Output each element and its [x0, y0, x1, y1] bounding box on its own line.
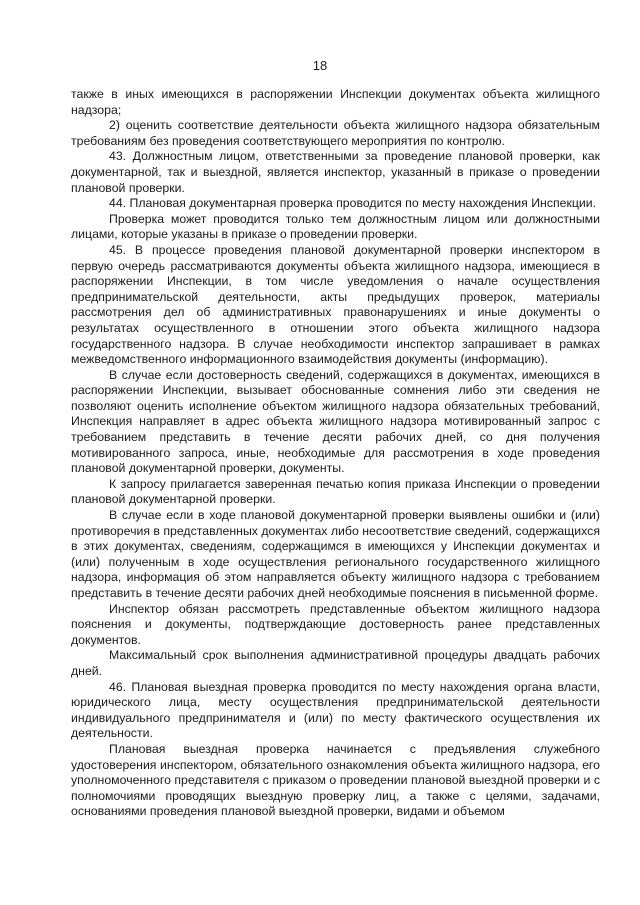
- paragraph: 2) оценить соответствие деятельности объекта жилищного надзора обязательным требованиям без проведения соответствующего мероприятия по контролю.: [71, 118, 600, 148]
- paragraph: Проверка может проводится только тем должностным лицом или должностными лицами, которые указаны в приказе о проведении проверки.: [71, 211, 600, 242]
- paragraph: Максимальный срок выполнения административной процедуры двадцать рабочих дней.: [71, 648, 600, 678]
- document-body: [71, 87, 600, 820]
- paragraph: Плановая выездная проверка начинается с предъявления служебного удостоверения инспектором, обязательного ознакомления объекта жилищного надзора, его уполномоченного представителя с приказом о проведении плановой выездной проверки и с полномочиями проводящих выездную проверку лиц, а также с целями, задачами, основаниями проведения плановой выездной проверки, видами и объемом: [71, 741, 600, 819]
- page-number: 18: [312, 58, 328, 73]
- paragraph: 44. Плановая документарная проверка проводится по месту нахождения Инспекции.: [109, 196, 597, 211]
- paragraph: В случае если в ходе плановой документарной проверки выявлены ошибки и (или) противоречия в представленных документах либо несоответствие сведений, содержащихся в этих документах, сведениям, содержащимся в имеющихся у Инспекции документах и (или) полученным в ходе осуществления регионального государственного жилищного надзора, информация об этом направляется объекту жилищного надзора с требованием представить в течение десяти рабочих дней необходимые пояснения в письменной форме.: [71, 508, 600, 600]
- paragraph: К запросу прилагается заверенная печатью копия приказа Инспекции о проведении плановой документарной проверки.: [71, 476, 600, 507]
- paragraph: 43. Должностным лицом, ответственными за проведение плановой проверки, как документарной, так и выездной, является инспектор, указанный в приказе о проведении плановой проверки.: [71, 149, 600, 195]
- paragraph: также в иных имеющихся в распоряжении Инспекции документах объекта жилищного надзора;: [71, 87, 600, 117]
- paragraph: 46. Плановая выездная проверка проводится по месту нахождения органа власти, юридического лица, месту осуществления предпринимательской деятельности индивидуального предпринимателя и (или) по месту фактического осуществления их деятельности.: [71, 679, 600, 741]
- paragraph: В случае если достоверность сведений, содержащихся в документах, имеющихся в распоряжении Инспекции, вызывает обоснованные сомнения либо эти сведения не позволяют оценить исполнение объектом жилищного надзора обязательных требований, Инспекция направляет в адрес объекта жилищного надзора мотивированный запрос с требованием представить в течение десяти рабочих дней, со дня получения мотивированного запроса, иные, необходимые для рассмотрения в ходе проведения плановой документарной проверки, документы.: [71, 367, 600, 476]
- paragraph: Инспектор обязан рассмотреть представленные объектом жилищного надзора пояснения и документы, подтверждающие достоверность ранее представленных документов.: [71, 601, 600, 647]
- paragraph: 45. В процессе проведения плановой документарной проверки инспектором в первую очередь рассматриваются документы объекта жилищного надзора, имеющиеся в распоряжении Инспекции, в том числе уведомления о начале осуществления предпринимательской деятельности, акты предыдущих проверок, материалы рассмотрения дел об административных правонарушениях и иные документы о результатах осуществленного в отношении этого объекта жилищного надзора государственного надзора. В случае необходимости инспектор запрашивает в рамках межведомственного информационного взаимодействия документы (информацию).: [71, 242, 600, 367]
